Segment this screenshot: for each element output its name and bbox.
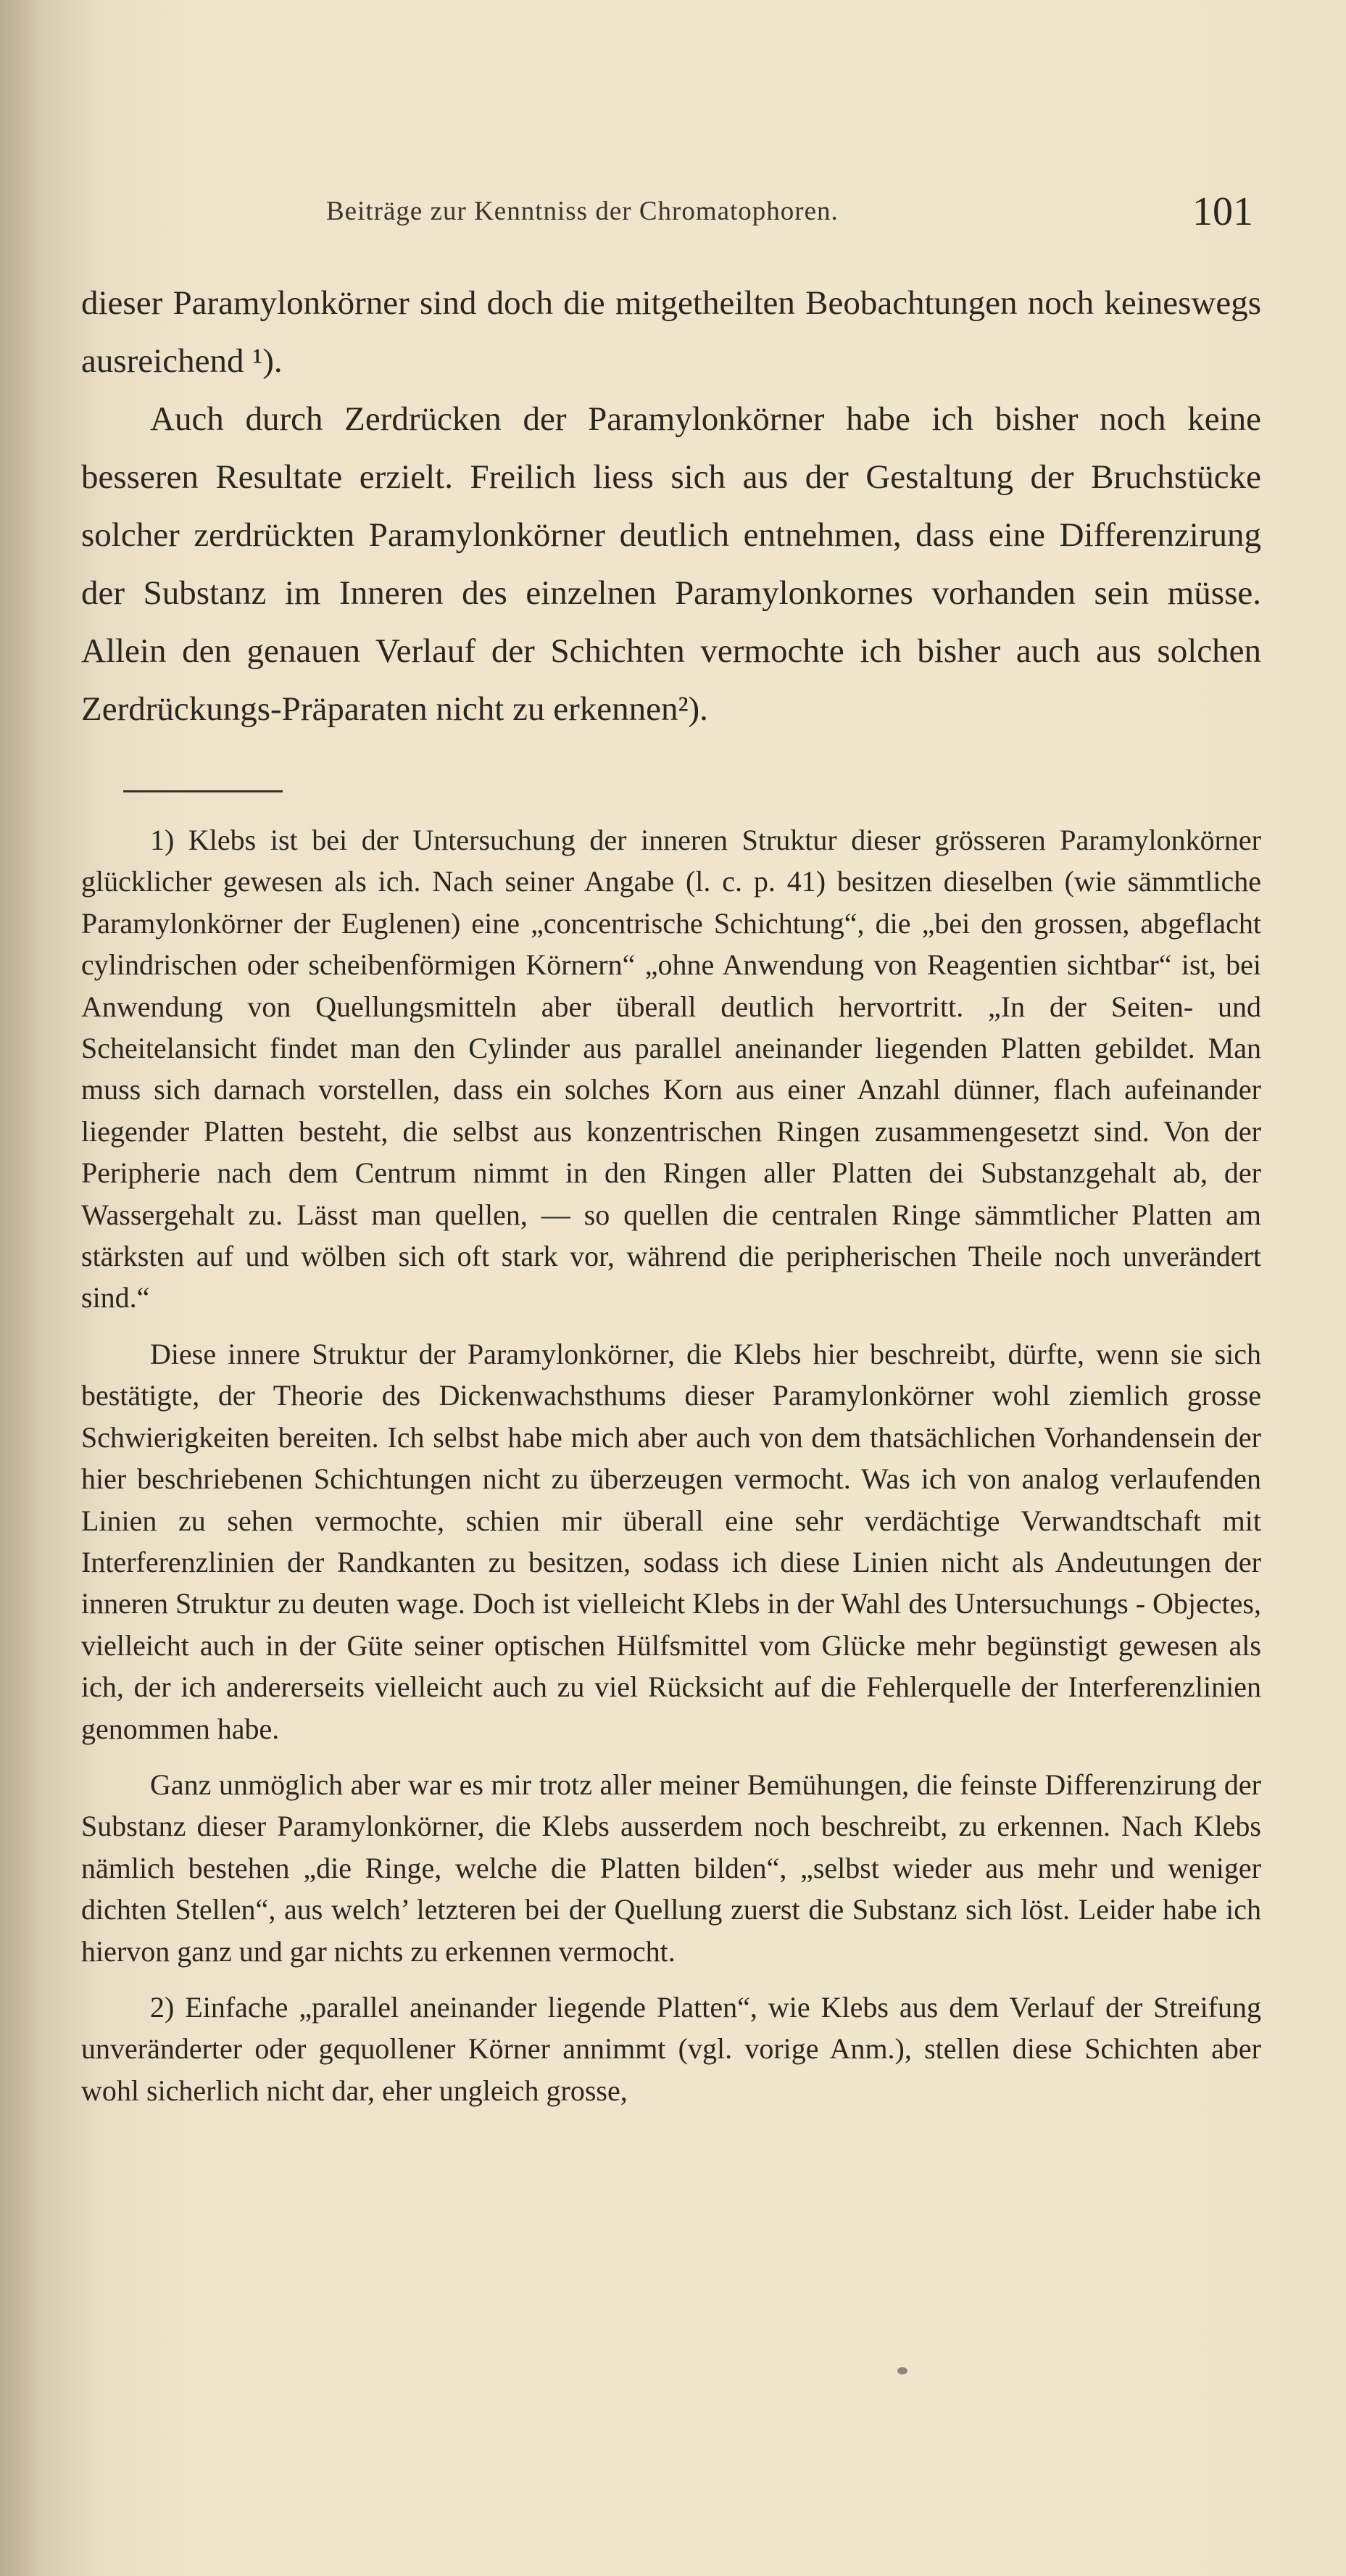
- footnote-paragraph: Ganz unmöglich aber war es mir trotz aller meiner Bemühungen, die feinste Differenzirung der Substanz dieser Paramylonkörner, die Klebs ausserdem noch beschreibt, zu erkennen. Nach Klebs nämlich bestehen „die Ringe, welche die Platten bilden“, „selbst wieder aus mehr und weniger dichten Stellen“, aus welch’ letzteren bei der Quellung zuerst die Substanz sich löst. Leider habe ich hiervon ganz und gar nichts zu erkennen vermocht.: [81, 1768, 1261, 1968]
- body-text: [81, 274, 1261, 738]
- body-paragraph: dieser Paramylonkörner sind doch die mitgetheilten Beobachtungen noch keineswegs ausreichend ¹).: [81, 284, 1261, 380]
- footnote-paragraph: 2) Einfache „parallel aneinander liegende Platten“, wie Klebs aus dem Verlauf der Streifung unveränderter oder gequollener Körner annimmt (vgl. vorige Anm.), stellen diese Schichten aber wohl sicherlich nicht dar, eher ungleich grosse,: [81, 1990, 1261, 2107]
- footnote-paragraph: 1) Klebs ist bei der Untersuchung der inneren Struktur dieser grösseren Paramylonkörner glücklicher gewesen als ich. Nach seiner Angabe (l. c. p. 41) besitzen dieselben (wie sämmtliche Paramylonkörner der Euglenen) eine „concentrische Schichtung“, die „bei den grossen, abgeflacht cylindrischen oder scheibenförmigen Körnern“ „ohne Anwendung von Reagentien sichtbar“ ist, bei Anwendung von Quellungsmitteln aber überall deutlich hervortritt. „In der Seiten- und Scheitelansicht findet man den Cylinder aus parallel aneinander liegenden Platten gebildet. Man muss sich darnach vorstellen, dass ein solches Korn aus einer Anzahl dünner, flach aufeinander liegender Platten besteht, die selbst aus konzentrischen Ringen zusammengesetzt sind. Von der Peripherie nach dem Centrum nimmt in den Ringen aller Platten dei Substanzgehalt ab, der Wassergehalt zu. Lässt man quellen, — so quellen die centralen Ringe sämmtlicher Platten am stärksten auf und wölben sich oft stark vor, während die peripherischen Theile noch unverändert sind.“: [81, 824, 1261, 1314]
- page-header: [0, 187, 1346, 238]
- ink-spot: [897, 2367, 907, 2374]
- footnote-paragraph: Diese innere Struktur der Paramylonkörner, die Klebs hier beschreibt, dürfte, wenn sie sich bestätigte, der Theorie des Dickenwachsthums dieser Paramylonkörner wohl ziemlich grosse Schwierigkeiten bereiten. Ich selbst habe mich aber auch von dem thatsächlichen Vorhandensein der hier beschriebenen Schichtungen nicht zu überzeugen vermocht. Was ich von analog verlaufenden Linien zu sehen vermochte, schien mir überall eine sehr verdächtige Verwandtschaft mit Interferenzlinien der Randkanten zu besitzen, sodass ich diese Linien nicht als Andeutungen der inneren Struktur zu deuten wage. Doch ist vielleicht Klebs in der Wahl des Untersuchungs - Objectes, vielleicht auch in der Güte seiner optischen Hülfsmittel vom Glücke mehr begünstigt gewesen als ich, der ich andererseits vielleicht auch zu viel Rücksicht auf die Fehlerquelle der Interferenzlinien genommen habe.: [81, 1337, 1261, 1745]
- footnotes: [81, 819, 1261, 2111]
- footnote-separator: [123, 790, 283, 792]
- page-number: 101: [1192, 189, 1253, 234]
- body-paragraph: Auch durch Zerdrücken der Paramylonkörner habe ich bisher noch keine besseren Resultate erzielt. Freilich liess sich aus der Gestaltung der Bruchstücke solcher zerdrückten Paramylonkörner deutlich entnehmen, dass eine Differenzirung der Substanz im Inneren des einzelnen Paramylonkornes vorhanden sein müsse. Allein den genauen Verlauf der Schichten vermochte ich bisher auch aus solchen Zerdrückungs-Präparaten nicht zu erkennen²).: [81, 400, 1261, 728]
- running-head: Beiträge zur Kenntniss der Chromatophoren.: [326, 196, 839, 226]
